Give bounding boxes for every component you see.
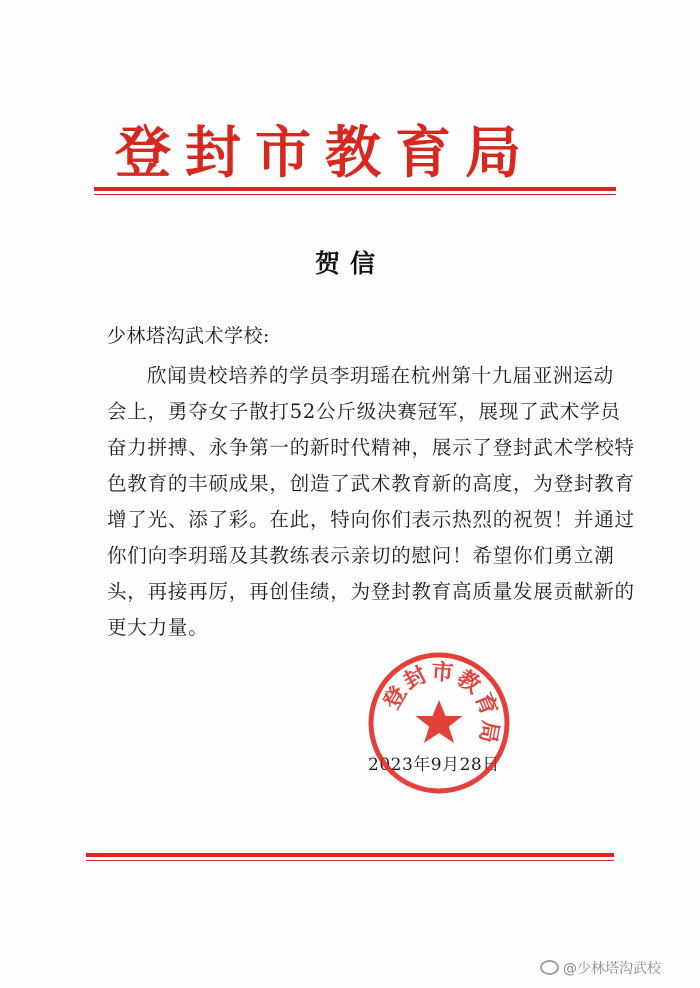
weibo-watermark <box>540 958 661 978</box>
seal-star-icon <box>416 700 463 743</box>
body-line: 头，再接再厉，再创佳绩，为登封教育高质量发展贡献新的 <box>107 580 635 603</box>
footer-red-rule-thin <box>86 860 614 861</box>
body-line: 奋力拼搏、永争第一的新时代精神，展示了登封武术学校特 <box>107 436 635 459</box>
footer-red-rule-thick <box>86 853 614 857</box>
body-line: 欣闻贵校培养的学员李玥瑶在杭州第十九届亚洲运动 <box>147 364 614 387</box>
letter-title: 贺信 <box>314 249 385 278</box>
seal-char: 教 <box>452 665 485 700</box>
seal-char: 市 <box>430 659 455 687</box>
seal-char: 登 <box>379 682 413 714</box>
official-seal-stamp <box>364 648 514 798</box>
header-red-rule-thick <box>94 187 616 191</box>
watermark-text: @少林塔沟武校 <box>563 961 661 977</box>
body-line: 你们向李玥瑶及其教练表示亲切的慰问！希望你们勇立潮 <box>107 544 615 567</box>
letter-recipient: 少林塔沟武术学校: <box>107 325 270 347</box>
body-line: 增了光、添了彩。在此，特向你们表示热烈的祝贺！并通过 <box>107 508 635 531</box>
seal-char: 封 <box>399 662 432 696</box>
body-line: 会上，勇夺女子散打52公斤级决赛冠军，展现了武术学员 <box>107 400 621 423</box>
seal-char: 育 <box>469 689 502 720</box>
letter-date: 2023年9月28日 <box>368 755 500 775</box>
body-line: 色教育的丰硕成果，创造了武术教育新的高度，为登封教育 <box>107 472 635 495</box>
header-red-rule-thin <box>94 194 616 195</box>
seal-char: 局 <box>473 718 503 745</box>
body-line: 更大力量。 <box>107 616 209 639</box>
weibo-icon <box>540 960 559 975</box>
issuer-header-title: 登封市教育局 <box>115 120 535 186</box>
letter-body <box>107 358 635 646</box>
